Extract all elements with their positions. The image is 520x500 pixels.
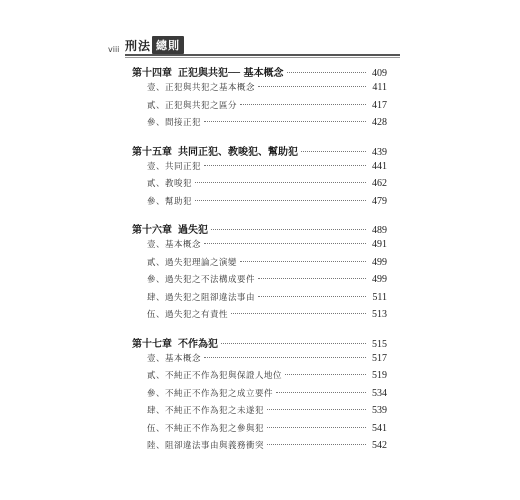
section-page: 428 — [372, 117, 387, 128]
chapter-number: 第十六章 — [132, 225, 172, 236]
dot-leader — [204, 243, 366, 244]
section-entry[interactable] — [132, 177, 387, 195]
chapter-entry[interactable] — [132, 221, 387, 238]
toc-chapter — [132, 64, 387, 134]
dot-leader — [204, 165, 366, 166]
section-page: 542 — [372, 440, 387, 451]
section-entry[interactable] — [132, 99, 387, 117]
section-page: 462 — [372, 178, 387, 189]
dot-leader — [285, 374, 366, 375]
dot-leader — [240, 261, 366, 262]
dot-leader — [267, 409, 366, 410]
section-entry[interactable] — [132, 160, 387, 178]
dot-leader — [204, 121, 366, 122]
chapter-page: 439 — [372, 146, 387, 158]
section-title: 貳、不純正不作為犯與保證人地位 — [147, 371, 283, 381]
chapter-title: 共同正犯、教唆犯、幫助犯 — [178, 146, 298, 158]
table-of-contents — [132, 64, 387, 466]
section-page: 541 — [372, 422, 387, 434]
chapter-number: 第十四章 — [132, 68, 172, 79]
section-title: 貳、過失犯理論之演變 — [147, 257, 238, 268]
section-entry[interactable] — [132, 387, 387, 405]
section-entry[interactable] — [132, 273, 387, 291]
toc-chapter — [132, 221, 387, 326]
book-title — [125, 37, 184, 53]
section-page: 539 — [372, 405, 387, 416]
header-rule-thin — [125, 57, 400, 58]
chapter-title: 不作為犯 — [178, 338, 218, 350]
section-title: 參、過失犯之不法構成要件 — [147, 275, 256, 285]
book-title-highlight: 總則 — [152, 36, 184, 54]
section-title: 壹、基本概念 — [147, 353, 202, 364]
section-title: 參、不純正不作為犯之成立要件 — [147, 388, 274, 399]
chapter-page: 409 — [372, 68, 387, 79]
chapter-number: 第十七章 — [132, 338, 172, 350]
page-header — [108, 37, 400, 57]
chapter-page: 489 — [372, 225, 387, 236]
dot-leader — [221, 343, 366, 344]
chapter-entry[interactable] — [132, 64, 387, 81]
dot-leader — [211, 229, 366, 230]
section-page: 517 — [372, 352, 387, 364]
chapter-number: 第十五章 — [132, 146, 172, 158]
section-entry[interactable] — [132, 195, 387, 213]
dot-leader — [195, 200, 366, 201]
page-number-roman: viii — [108, 45, 120, 54]
section-entry[interactable] — [132, 439, 387, 457]
dot-leader — [258, 86, 366, 87]
section-page: 479 — [372, 195, 387, 207]
section-title: 肆、不純正不作為犯之未遂犯 — [147, 406, 265, 416]
dot-leader — [258, 296, 366, 297]
section-page: 441 — [372, 160, 387, 172]
section-entry[interactable] — [132, 369, 387, 387]
dot-leader — [195, 182, 366, 183]
section-title: 貳、教唆犯 — [147, 179, 193, 189]
dot-leader — [301, 151, 366, 152]
section-title: 參、間接正犯 — [147, 118, 202, 128]
section-entry[interactable] — [132, 291, 387, 309]
section-entry[interactable] — [132, 308, 387, 326]
section-entry[interactable] — [132, 422, 387, 440]
section-entry[interactable] — [132, 404, 387, 422]
section-page: 411 — [372, 82, 387, 93]
dot-leader — [267, 444, 366, 445]
section-page: 534 — [372, 387, 387, 399]
dot-leader — [204, 357, 366, 358]
dot-leader — [231, 313, 366, 314]
chapter-page: 515 — [372, 338, 387, 350]
dot-leader — [258, 278, 366, 279]
chapter-entry[interactable] — [132, 335, 387, 352]
section-entry[interactable] — [132, 238, 387, 256]
section-page: 417 — [372, 99, 387, 111]
section-page: 499 — [372, 274, 387, 285]
toc-chapter — [132, 143, 387, 213]
section-title: 壹、共同正犯 — [147, 161, 202, 172]
section-page: 513 — [372, 309, 387, 320]
section-title: 壹、基本概念 — [147, 240, 202, 250]
chapter-entry[interactable] — [132, 143, 387, 160]
section-title: 伍、過失犯之有責性 — [147, 310, 229, 320]
section-title: 陸、阻卻違法事由與義務衝突 — [147, 441, 265, 451]
section-entry[interactable] — [132, 116, 387, 134]
header-rule — [125, 54, 400, 56]
dot-leader — [240, 104, 366, 105]
section-entry[interactable] — [132, 256, 387, 274]
chapter-title: 正犯與共犯── 基本概念 — [178, 68, 284, 79]
section-entry[interactable] — [132, 81, 387, 99]
section-title: 壹、正犯與共犯之基本概念 — [147, 83, 256, 93]
section-page: 499 — [372, 256, 387, 268]
book-title-main: 刑法 — [125, 38, 152, 53]
section-page: 491 — [372, 239, 387, 250]
toc-chapter — [132, 335, 387, 457]
section-title: 貳、正犯與共犯之區分 — [147, 100, 238, 111]
chapter-title: 過失犯 — [178, 225, 208, 236]
section-title: 參、幫助犯 — [147, 196, 193, 207]
dot-leader — [287, 72, 366, 73]
section-entry[interactable] — [132, 352, 387, 370]
dot-leader — [276, 392, 366, 393]
section-page: 519 — [372, 370, 387, 381]
section-title: 伍、不純正不作為犯之參與犯 — [147, 423, 265, 434]
section-title: 肆、過失犯之阻卻違法事由 — [147, 292, 256, 303]
dot-leader — [267, 427, 366, 428]
section-page: 511 — [372, 291, 387, 303]
